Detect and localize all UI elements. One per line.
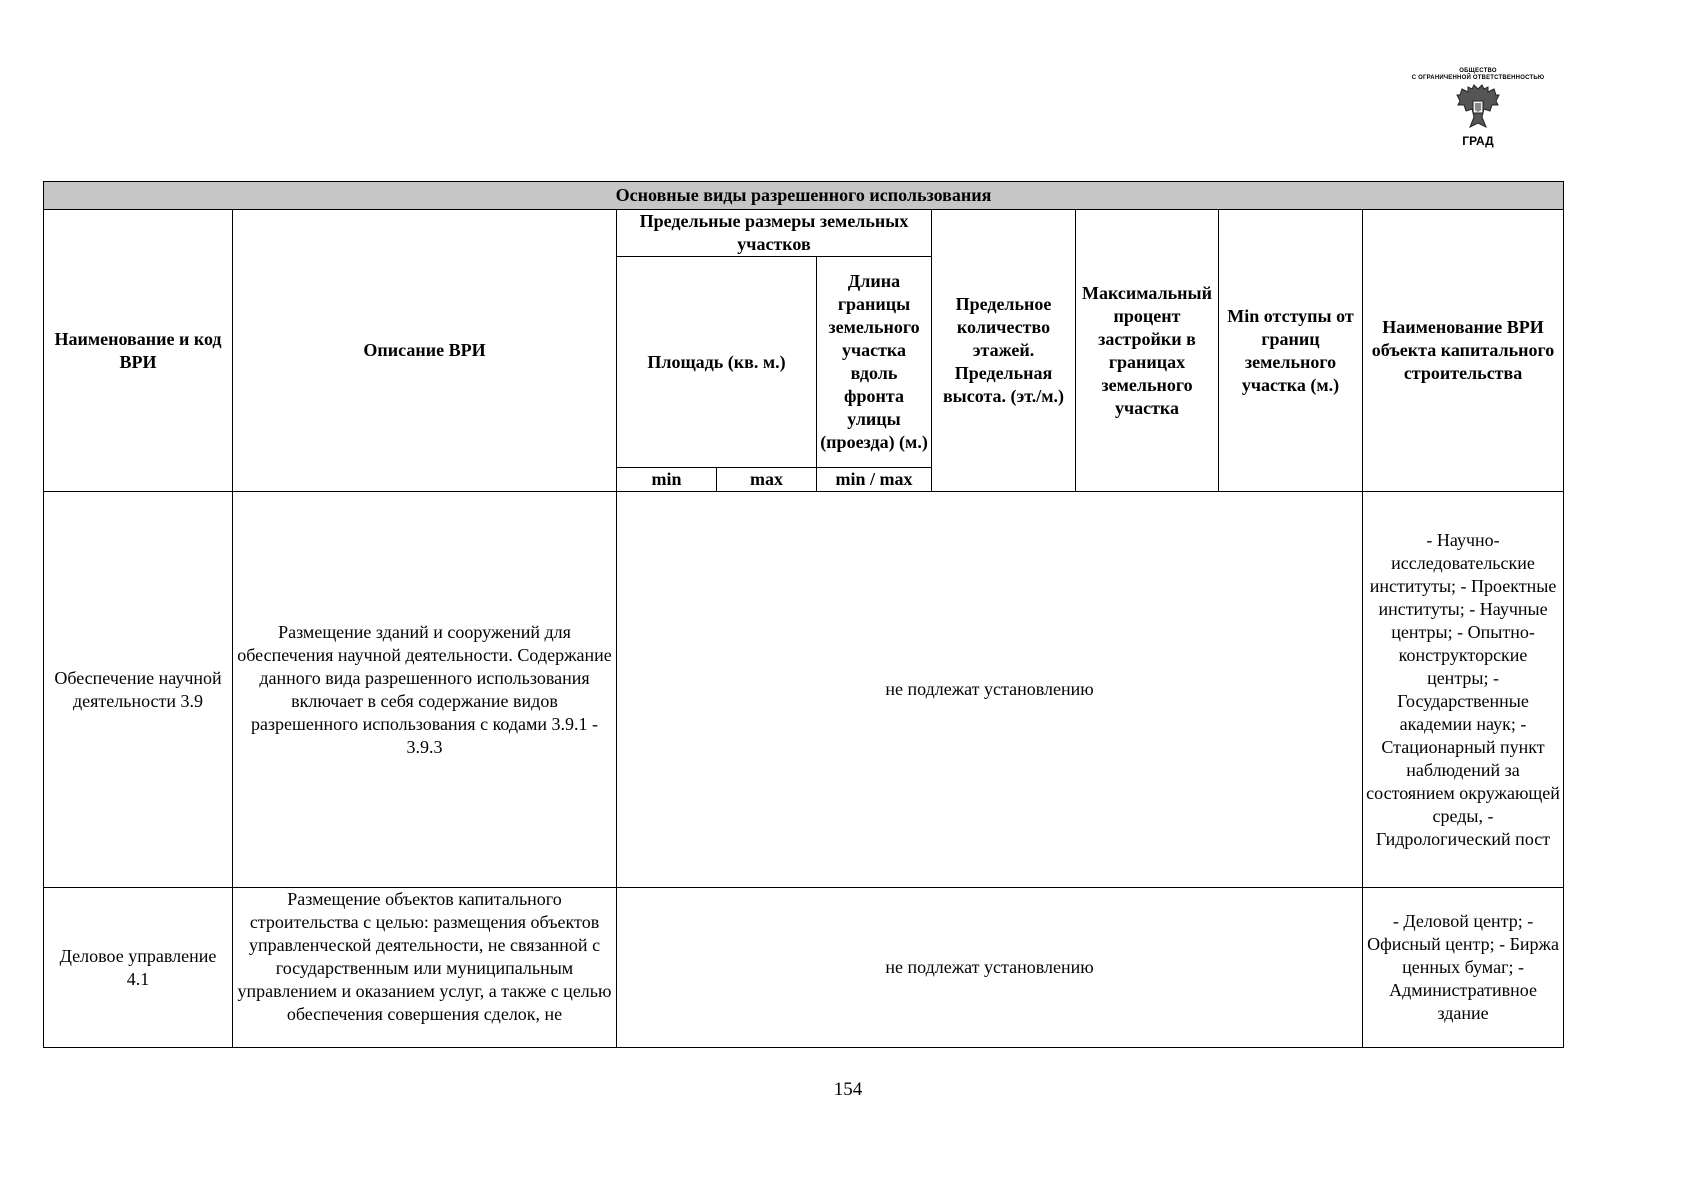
header-max: max bbox=[717, 468, 817, 492]
company-logo bbox=[1394, 68, 1562, 154]
row-name: Обеспечение научной деятельности 3.9 bbox=[44, 492, 233, 888]
header-area: Площадь (кв. м.) bbox=[617, 257, 817, 468]
row-params: не подлежат установлению bbox=[617, 888, 1363, 1048]
row-objects: - Научно-исследовательские институты; - Проектные институты; - Научные центры; - Опытно-конструкторские центры; - Государственные академии наук; - Стационарный пункт наблюдений за состоянием окружающей среды, - Гидрологический пост bbox=[1363, 492, 1564, 888]
header-min-setback: Min отступы от границ земельного участка (м.) bbox=[1219, 210, 1363, 492]
logo-line-1: ОБЩЕСТВО bbox=[1459, 68, 1497, 74]
header-min-max: min / max bbox=[817, 468, 932, 492]
page-number: 154 bbox=[833, 1079, 863, 1100]
row-name: Деловое управление 4.1 bbox=[44, 888, 233, 1048]
header-max-percent: Максимальный процент застройки в границах земельного участка bbox=[1076, 210, 1219, 492]
row-params: не подлежат установлению bbox=[617, 492, 1363, 888]
header-limit-sizes: Предельные размеры земельных участков bbox=[617, 210, 932, 257]
row-objects: - Деловой центр; - Офисный центр; - Биржа ценных бумаг; - Административное здание bbox=[1363, 888, 1564, 1048]
row-description: Размещение зданий и сооружений для обеспечения научной деятельности. Содержание данного вида разрешенного использования включает в себя содержание видов разрешенного использования с кодами 3.9.1 - 3.9.3 bbox=[233, 492, 617, 888]
table-title: Основные виды разрешенного использования bbox=[44, 182, 1564, 210]
table-row bbox=[44, 492, 1564, 888]
double-headed-eagle-icon bbox=[1456, 83, 1500, 133]
logo-line-2: С ОГРАНИЧЕННОЙ ОТВЕТСТВЕННОСТЬЮ bbox=[1411, 75, 1545, 81]
logo-brand: ГРАД bbox=[1462, 134, 1494, 148]
header-object-name: Наименование ВРИ объекта капитального строительства bbox=[1363, 210, 1564, 492]
permitted-use-table bbox=[43, 181, 1564, 1048]
table-row bbox=[44, 888, 1564, 1048]
header-min: min bbox=[617, 468, 717, 492]
header-description: Описание ВРИ bbox=[233, 210, 617, 492]
header-border-length: Длина границы земельного участка вдоль фронта улицы (проезда) (м.) bbox=[817, 257, 932, 468]
row-description: Размещение объектов капитального строительства с целью: размещения объектов управленческой деятельности, не связанной с государственным или муниципальным управлением и оказанием услуг, а также с целью обеспечения совершения сделок, не bbox=[233, 888, 617, 1048]
header-name: Наименование и код ВРИ bbox=[44, 210, 233, 492]
header-floors: Предельное количество этажей. Предельная высота. (эт./м.) bbox=[932, 210, 1076, 492]
